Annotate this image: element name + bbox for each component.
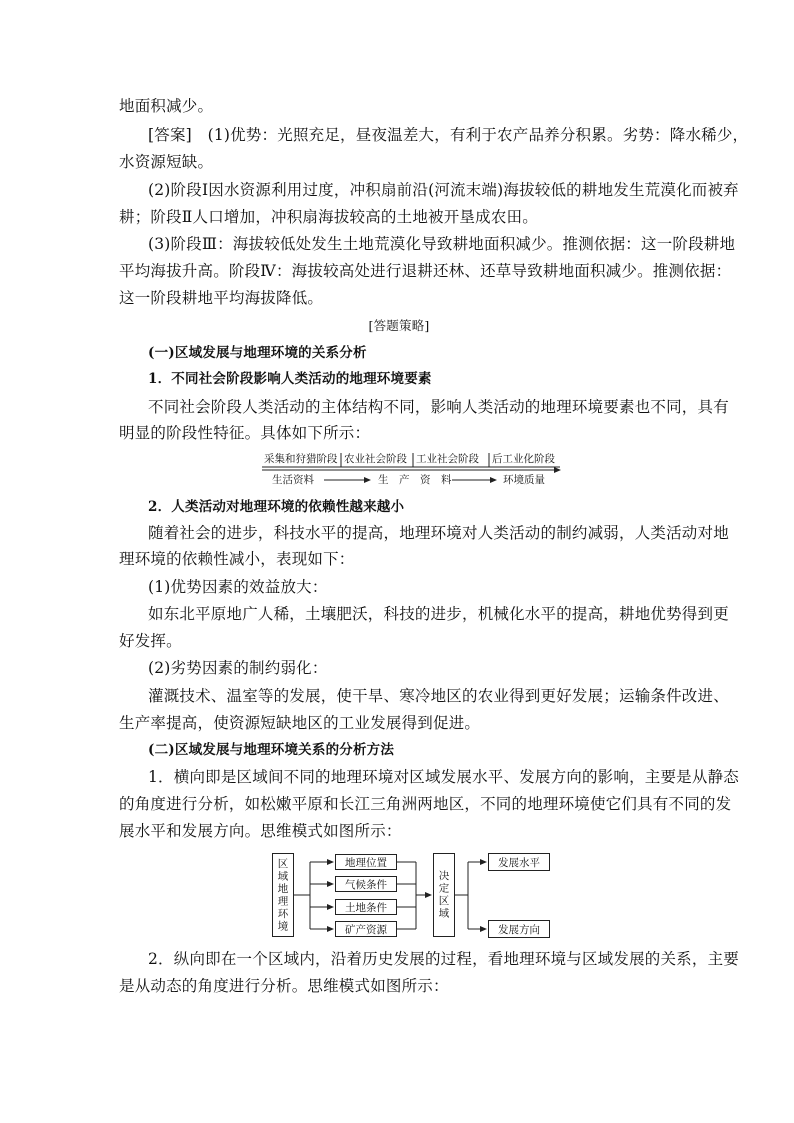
stage-label: 农业社会阶段: [344, 453, 407, 465]
stage-label: 后工业化阶段: [492, 453, 555, 465]
decide-region-box: 决定区域: [433, 853, 455, 937]
factor-box: 地理位置: [335, 854, 397, 870]
text-line: (3)阶段Ⅲ：海拔较低处发生土地荒漠化导致耕地面积减少。推测依据：这一阶段耕地: [148, 235, 736, 253]
factor-label: 环境质量: [503, 474, 545, 486]
factor-label: 生 产 资 料: [378, 474, 452, 486]
text-line: 耕；阶段Ⅱ人口增加，冲积扇海拔较高的土地被开垦成农田。: [119, 208, 538, 226]
factor-label: 生活资料: [272, 474, 314, 486]
stage-label: 工业社会阶段: [416, 453, 479, 465]
text-line: (1)优势因素的效益放大：: [148, 578, 328, 596]
text-line: 灌溉技术、温室等的发展，使干旱、寒冷地区的农业得到更好发展；运输条件改进、: [148, 687, 729, 705]
text-line: 展水平和发展方向。思维模式如图所示：: [119, 822, 402, 840]
text-line: 随着社会的进步，科技水平的提高，地理环境对人类活动的制约减弱，人类活动对地: [148, 524, 729, 542]
factor-box: 土地条件: [335, 899, 397, 915]
subheading: (二)区域发展与地理环境关系的分析方法: [148, 742, 395, 758]
text-line: 平均海拔升高。阶段Ⅳ：海拔较高处进行退耕还林、还草导致耕地面积减少。推测依据：: [119, 262, 732, 280]
text-line: 理环境的依赖性减小，表现如下：: [119, 550, 355, 568]
subheading: 2．人类活动对地理环境的依赖性越来越小: [148, 499, 405, 515]
text-line: (2)阶段Ⅰ因水资源利用过度，冲积扇前沿(河流末端)海拔较低的耕地发生荒漠化而被弃: [148, 181, 739, 199]
factor-box: 气候条件: [335, 876, 397, 892]
answer-line: [答案] (1)优势：光照充足，昼夜温差大，有利于农产品养分积累。劣势：降水稀少，: [148, 126, 749, 144]
region-environment-box: 区域地理环境: [272, 853, 294, 937]
outcome-box: 发展方向: [488, 920, 550, 938]
text-line: 这一阶段耕地平均海拔降低。: [119, 289, 324, 307]
text-line: 水资源短缺。: [119, 153, 214, 171]
text-line: 明显的阶段性特征。具体如下所示：: [119, 424, 371, 442]
text-line: 好发挥。: [119, 632, 182, 650]
outcome-box: 发展水平: [488, 853, 550, 871]
text-line: 的角度进行分析，如松嫩平原和长江三角洲两地区，不同的地理环境使它们具有不同的发: [119, 795, 732, 813]
text-line: 生产率提高，使资源短缺地区的工业发展得到促进。: [119, 714, 481, 732]
subheading: 1．不同社会阶段影响人类活动的地理环境要素: [148, 371, 432, 387]
factor-box: 矿产资源: [335, 921, 397, 937]
text-line: 1．横向即是区域间不同的地理环境对区域发展水平、发展方向的影响，主要是从静态: [148, 768, 739, 786]
section-heading: [答题策略]: [368, 318, 430, 333]
text-line: 不同社会阶段人类活动的主体结构不同，影响人类活动的地理环境要素也不同，具有: [148, 398, 729, 416]
text-line: 2．纵向即在一个区域内，沿着历史发展的过程，看地理环境与区域发展的关系，主要: [148, 950, 739, 968]
text-line: 是从动态的角度进行分析。思维模式如图所示：: [119, 977, 449, 995]
stage-label: 采集和狩猎阶段: [264, 453, 338, 465]
subheading: (一)区域发展与地理环境的关系分析: [148, 345, 367, 361]
text-line: 地面积减少。: [119, 97, 214, 115]
text-line: (2)劣势因素的制约弱化：: [148, 659, 328, 677]
text-line: 如东北平原地广人稀，土壤肥沃，科技的进步，机械化水平的提高，耕地优势得到更: [148, 605, 729, 623]
